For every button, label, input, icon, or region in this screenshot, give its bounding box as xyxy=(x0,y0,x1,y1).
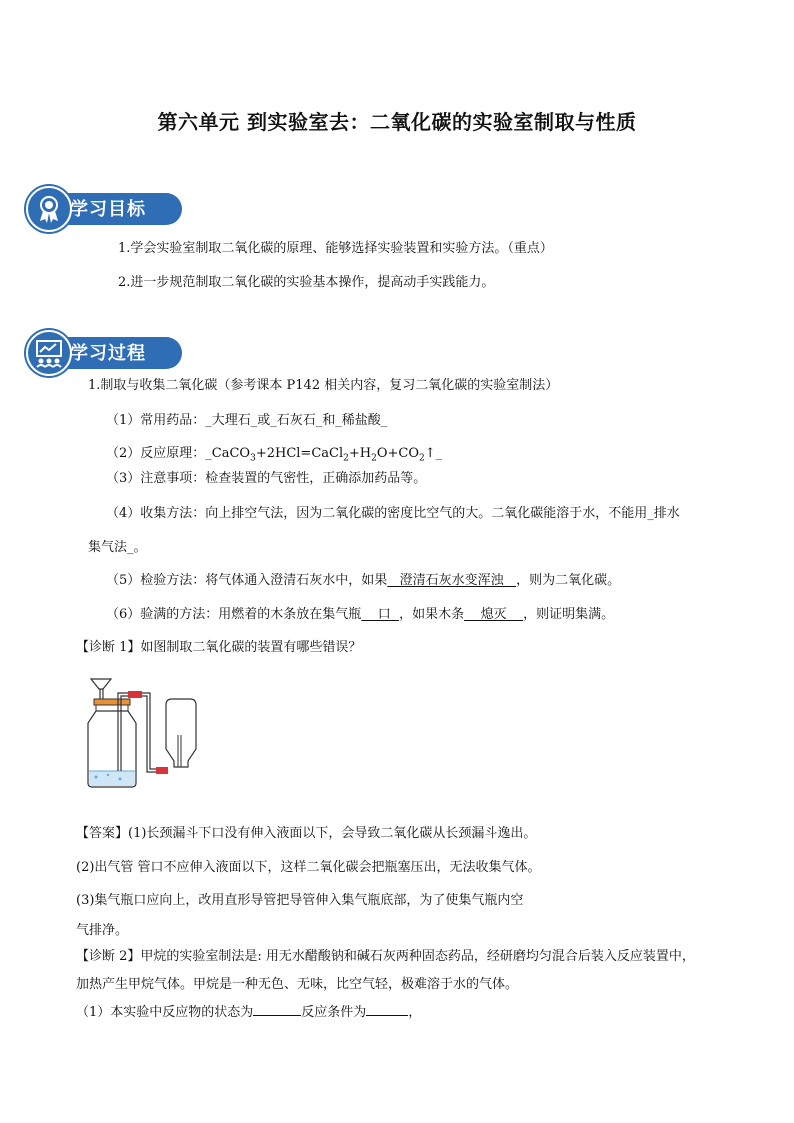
diagnosis-2-line1: 【诊断 2】甲烷的实验室制法是: 用无水醋酸钠和碱石灰两种固态药品，经研磨均匀混合后装入反应装置中， xyxy=(76,949,695,964)
goal-2: 2.进一步规范制取二氧化碳的实验基本操作，提高动手实践能力。 xyxy=(118,275,495,290)
item-6: （6）验满的方法：用燃着的木条放在集气瓶 口 ，如果木条 熄灭 ，则证明集满。 xyxy=(106,607,615,622)
diagnosis-2-line2: 加热产生甲烷气体。甲烷是一种无色、无味，比空气轻，极难溶于水的气体。 xyxy=(76,977,519,992)
blank-condition[interactable] xyxy=(366,1001,408,1016)
item-5: （5）检验方法：将气体通入澄清石灰水中，如果 澄清石灰水变浑浊 ，则为二氧化碳。 xyxy=(106,573,621,588)
award-icon xyxy=(26,186,72,232)
co2-apparatus-figure xyxy=(78,675,202,797)
section-label-process: 学习过程 xyxy=(70,343,146,364)
question-1: （1）本实验中反应物的状态为 反应条件为 ， xyxy=(76,1001,421,1020)
section-banner-goals xyxy=(26,186,184,232)
section-label-goals: 学习目标 xyxy=(70,199,146,220)
goal-1: 1.学会实验室制取二氧化碳的原理、能够选择实验装置和实验方法。（重点） xyxy=(118,241,553,256)
item-3: （3）注意事项：检查装置的气密性，正确添加药品等。 xyxy=(106,471,427,486)
blank-state[interactable] xyxy=(253,1001,301,1016)
answer-3-cont: 气排净。 xyxy=(76,923,129,938)
diagnosis-1: 【诊断 1】如图制取二氧化碳的装置有哪些错误？ xyxy=(76,640,362,655)
item-4-line1: （4）收集方法：向上排空气法，因为二氧化碳的密度比空气的大。二氧化碳能溶于水，不能用_排水 xyxy=(106,506,680,521)
item-1: （1）常用药品：_大理石_或_石灰石_和_稀盐酸_ xyxy=(106,413,388,428)
section-banner-process xyxy=(26,330,184,376)
answer-3: (3)集气瓶口应向上，改用直形导管把导管伸入集气瓶底部，为了使集气瓶内空 xyxy=(76,893,524,908)
page-title: 第六单元 到实验室去：二氧化碳的实验室制取与性质 xyxy=(157,110,637,134)
presentation-icon xyxy=(26,330,72,376)
answer-2: (2)出气管 管口不应伸入液面以下，这样二氧化碳会把瓶塞压出，无法收集气体。 xyxy=(76,860,541,875)
item-4-line2: 集气法_。 xyxy=(88,540,147,555)
item-2-equation: （2）反应原理：$\_CaCO_3+2HCl=CaCl_2+H_2O+CO_2↑\_$ xyxy=(106,446,443,464)
process-intro: 1.制取与收集二氧化碳（参考课本 P142 相关内容，复习二氧化碳的实验室制法） xyxy=(88,378,559,393)
answer-1: 【答案】(1)长颈漏斗下口没有伸入液面以下，会导致二氧化碳从长颈漏斗逸出。 xyxy=(76,826,537,841)
